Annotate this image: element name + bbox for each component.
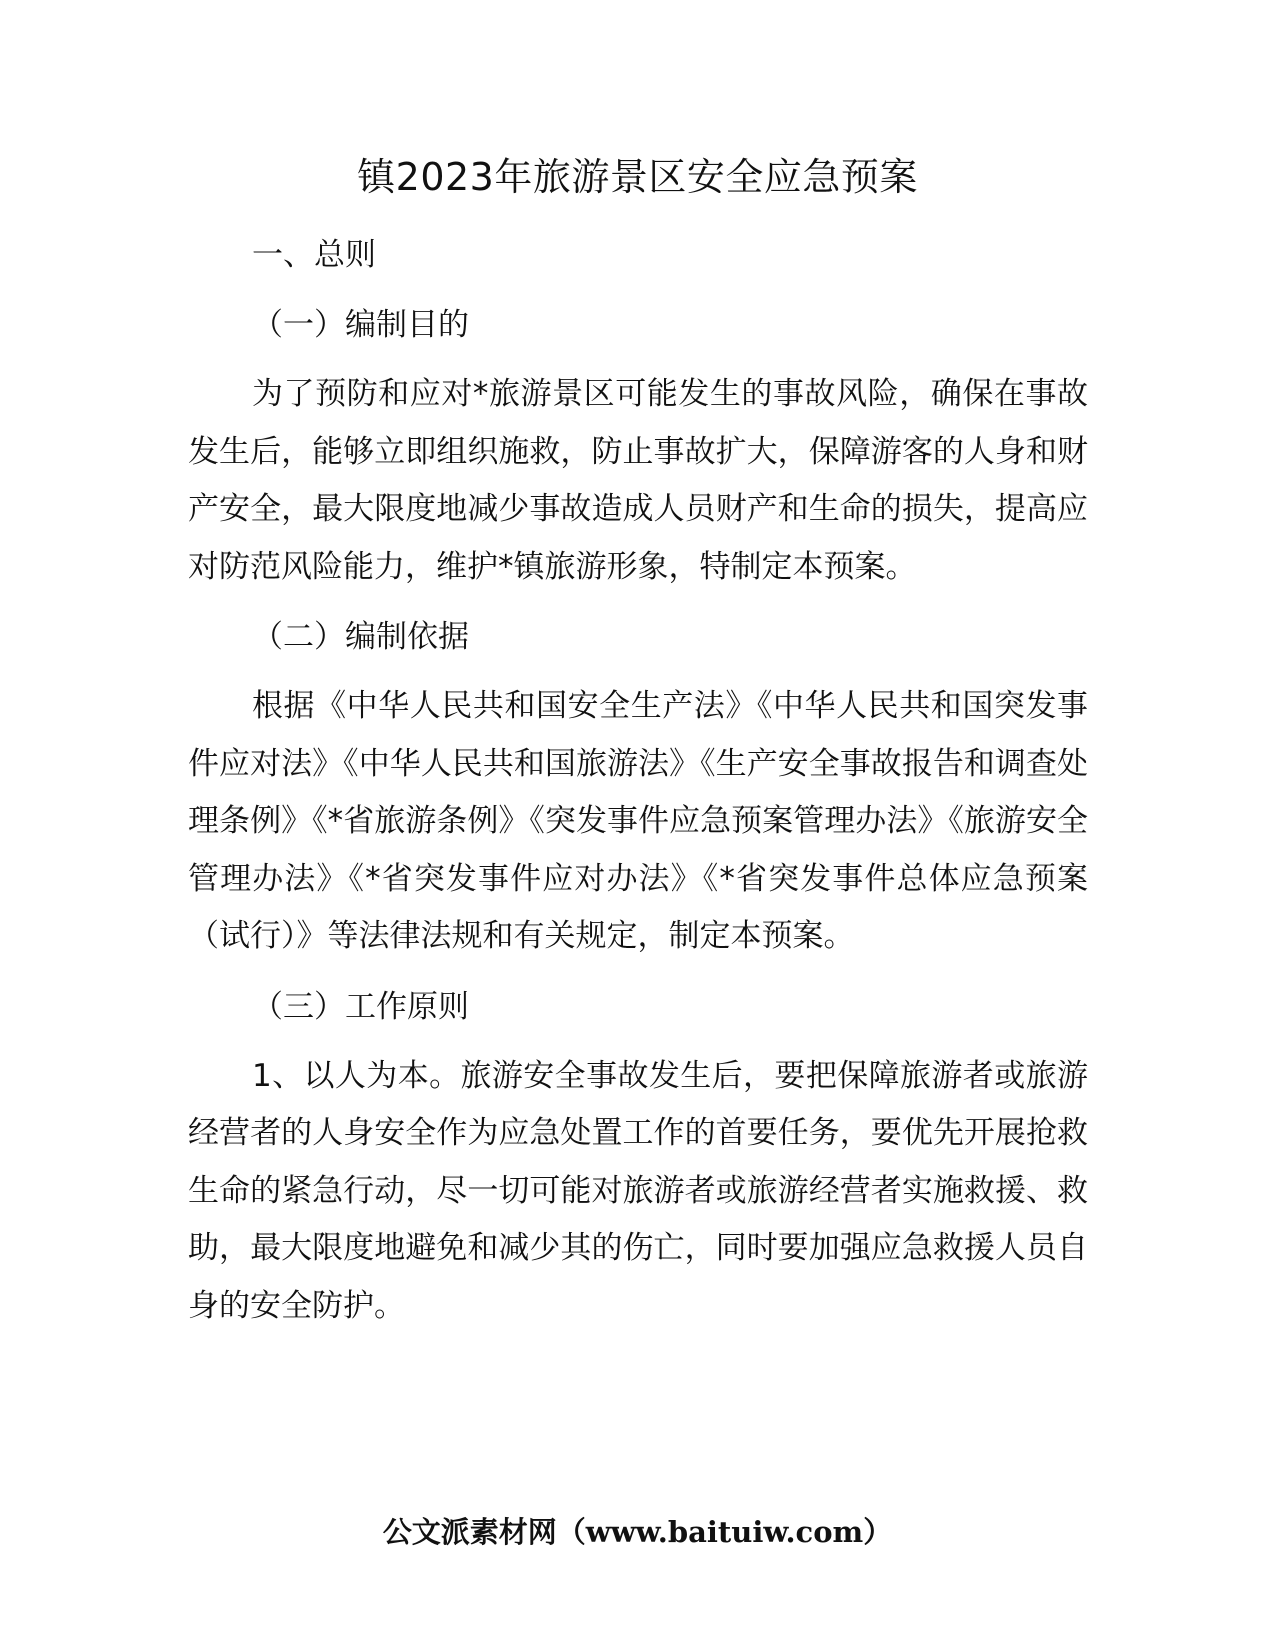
footer-watermark: 公文派素材网（www.baituiw.com） [382, 1515, 893, 1549]
paragraph-purpose: 为了预防和应对*旅游景区可能发生的事故风险，确保在事故发生后，能够立即组织施救，防止事故扩大，保障游客的人身和财产安全，最大限度地减少事故造成人员财产和生命的损失，提高应对防范风险能力，维护*镇旅游形象，特制定本预案。 [188, 376, 1088, 585]
subsection-heading-basis: （二）编制依据 [252, 619, 469, 655]
paragraph-basis: 根据《中华人民共和国安全生产法》《中华人民共和国突发事件应对法》《中华人民共和国旅游法》《生产安全事故报告和调查处理条例》《*省旅游条例》《突发事件应急预案管理办法》《旅游安全管理办法》《*省突发事件应对办法》《*省突发事件总体应急预案（试行）》等法律法规和有关规定，制定本预案。 [188, 688, 1088, 954]
document-title: 镇2023年旅游景区安全应急预案 [357, 155, 918, 199]
subsection-heading-purpose: （一）编制目的 [252, 307, 469, 343]
paragraph-principle-1: 1、以人为本。旅游安全事故发生后，要把保障旅游者或旅游经营者的人身安全作为应急处置工作的首要任务，要优先开展抢救生命的紧急行动，尽一切可能对旅游者或旅游经营者实施救援、救助，最大限度地避免和减少其的伤亡，同时要加强应急救援人员自身的安全防护。 [188, 1057, 1088, 1324]
document-body [188, 226, 1088, 1347]
subsection-heading-principles: （三）工作原则 [252, 988, 469, 1025]
section-heading-general: 一、总则 [252, 237, 376, 273]
